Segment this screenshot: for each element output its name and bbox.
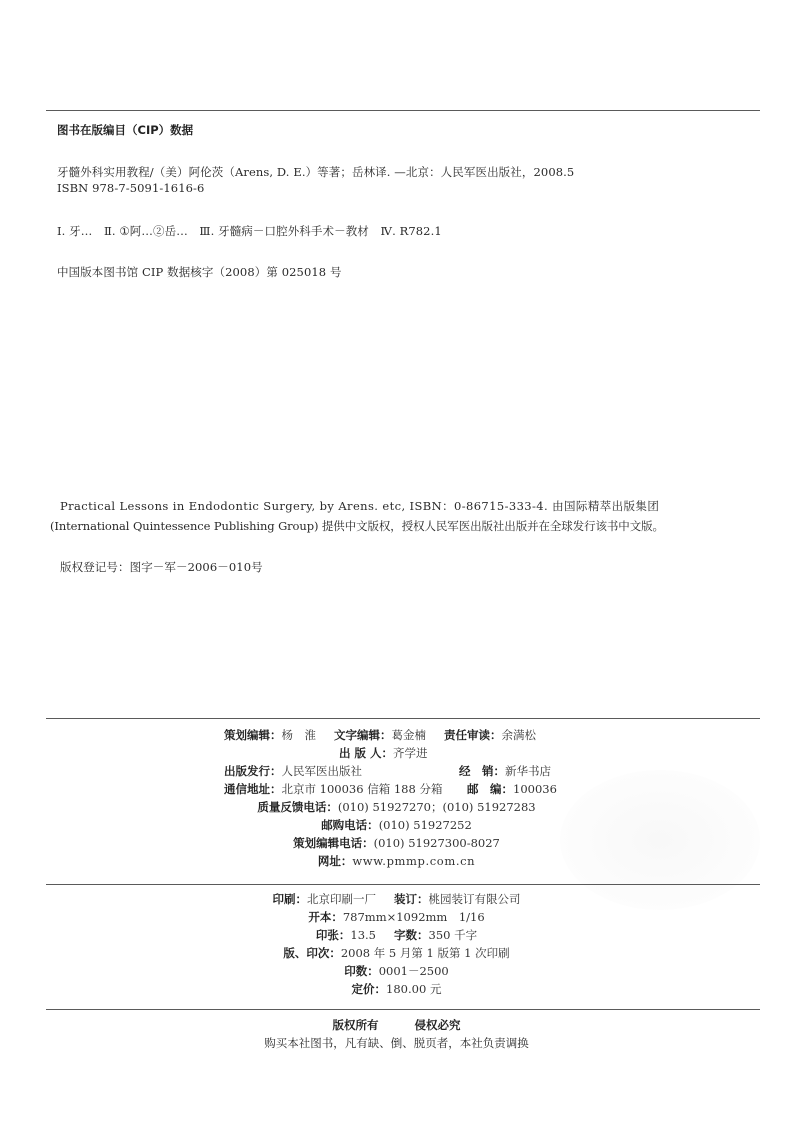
postcode-label: 邮 编： (467, 782, 513, 796)
infringement-notice: 侵权必究 (414, 1018, 461, 1032)
format: 787mm×1092mm 1/16 (342, 910, 485, 924)
planning-phone-label: 策划编辑电话： (293, 836, 374, 850)
price-row (0, 980, 793, 998)
distributor: 人民军医出版社 (281, 764, 362, 778)
words-label: 字数： (394, 928, 429, 942)
price: 180.00 元 (386, 982, 442, 996)
feedback-phone-row (0, 798, 793, 816)
print-run: 0001－2500 (378, 964, 449, 978)
mail-order-label: 邮购电话： (321, 818, 379, 832)
replacement-notice: 购买本社图书，凡有缺、倒、脱页者，本社负责调换 (264, 1036, 529, 1050)
text-editor-label: 文字编辑： (334, 728, 392, 742)
license-notice-line1: Practical Lessons in Endodontic Surgery, by Arens. etc, ISBN：0-86715-333-4. 由国际精萃出版集团 (60, 499, 660, 513)
printer: 北京印刷一厂 (307, 892, 376, 906)
binding-label: 装订： (394, 892, 429, 906)
staff-block (224, 726, 584, 798)
words: 350 千字 (428, 928, 478, 942)
cip-title: 图书在版编目（CIP）数据 (57, 123, 194, 137)
staff-divider (46, 718, 760, 719)
text-editor: 葛金楠 (391, 728, 426, 742)
planning-phone-row (0, 834, 793, 852)
planning-phone: (010) 51927300-8027 (373, 836, 500, 850)
distributor-label: 出版发行： (224, 764, 282, 778)
edition-label: 版、印次： (283, 946, 341, 960)
publisher-person: 齐学进 (393, 746, 428, 760)
print-run-label: 印数： (344, 964, 379, 978)
staff-row-publisher-person (224, 744, 584, 762)
mail-order-row (0, 816, 793, 834)
license-notice-line2: (International Quintessence Publishing Group) 提供中文版权，授权人民军医出版社出版并在全球发行该书中文版。 (50, 519, 664, 533)
planning-editor-label: 策划编辑： (224, 728, 282, 742)
top-divider (46, 110, 760, 111)
sales-group (459, 762, 551, 780)
price-label: 定价： (351, 982, 387, 996)
proofreader-label: 责任审读： (444, 728, 502, 742)
rights-row (0, 1016, 793, 1034)
sheets: 13.5 (350, 928, 376, 942)
printer-row (0, 890, 793, 908)
website-link[interactable]: www.pmmp.com.cn (352, 854, 476, 868)
website-row (0, 852, 793, 870)
footer-block (0, 1016, 793, 1052)
footer-divider (46, 1009, 760, 1010)
postcode: 100036 (513, 782, 557, 796)
sheets-row (0, 926, 793, 944)
planning-editor: 杨 淮 (281, 728, 316, 742)
address: 北京市 100036 信箱 188 分箱 (281, 782, 443, 796)
format-label: 开本： (308, 910, 343, 924)
printing-divider (46, 884, 760, 885)
printing-block (0, 890, 793, 998)
copyright-registration: 版权登记号：图字－军－2006－010号 (60, 560, 263, 574)
staff-row-distribution (224, 762, 584, 780)
format-row (0, 908, 793, 926)
cip-bibliographic-line: 牙髓外科实用教程/（美）阿伦茨（Arens, D. E.）等著；岳林译. —北京：人民军医出版社，2008.5 (57, 165, 575, 179)
publisher-person-label: 出 版 人： (339, 746, 394, 760)
contact-block (0, 798, 793, 870)
mail-order-phone: (010) 51927252 (378, 818, 472, 832)
edition: 2008 年 5 月第 1 版第 1 次印刷 (340, 946, 510, 960)
feedback-phone: (010) 51927270；(010) 51927283 (337, 800, 536, 814)
sales-label: 经 销： (459, 764, 505, 778)
staff-row-editors (224, 726, 584, 744)
rights-reserved: 版权所有 (332, 1018, 379, 1032)
print-run-row (0, 962, 793, 980)
cip-classification: Ⅰ. 牙… Ⅱ. ①阿…②岳… Ⅲ. 牙髓病－口腔外科手术－教材 Ⅳ. R782.1 (57, 224, 442, 238)
address-label: 通信地址： (224, 782, 282, 796)
cip-library-record: 中国版本图书馆 CIP 数据核字（2008）第 025018 号 (57, 265, 342, 279)
postcode-group (467, 780, 557, 798)
edition-row (0, 944, 793, 962)
website-label: 网址： (317, 854, 353, 868)
sales: 新华书店 (505, 764, 551, 778)
binding: 桃园装订有限公司 (428, 892, 521, 906)
feedback-phone-label: 质量反馈电话： (257, 800, 338, 814)
printer-label: 印刷： (272, 892, 307, 906)
staff-row-address (224, 780, 584, 798)
cip-isbn: ISBN 978-7-5091-1616-6 (57, 181, 205, 195)
proofreader: 余满松 (501, 728, 536, 742)
sheets-label: 印张： (315, 928, 351, 942)
